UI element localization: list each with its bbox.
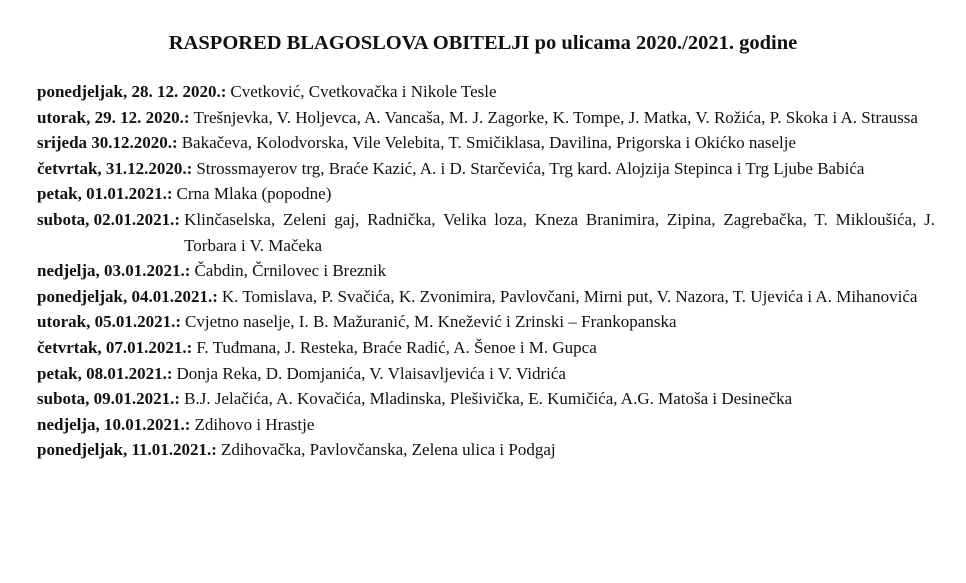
entry-day: nedjelja, 10.01.2021.: [37, 414, 191, 434]
entry-day: ponedjeljak, 28. 12. 2020.: [37, 82, 227, 101]
entry-day: četvrtak, 07.01.2021.: [37, 337, 193, 357]
entry-streets: Čabdin, Črnilovec i Breznik [194, 261, 387, 281]
schedule-entry [37, 105, 935, 131]
entry-day: ponedjeljak, 11.01.2021.: [37, 440, 217, 460]
schedule-entry [37, 79, 935, 105]
schedule-entry [37, 156, 935, 182]
entry-day: četvrtak, 31.12.2020.: [37, 158, 193, 178]
entry-day: subota, 02.01.2021.: [37, 209, 181, 229]
entry-day: nedjelja, 03.01.2021.: [37, 261, 191, 281]
entry-streets: Zdihovačka, Pavlovčanska, Zelena ulica i Podgaj [220, 440, 556, 460]
entry-day: subota, 09.01.2021.: [37, 389, 181, 409]
entry-streets: K. Tomislava, P. Svačića, K. Zvonimira, Pavlovčani, Mirni put, V. Nazora, T. Ujevića i A. Mihanovića [221, 286, 918, 306]
entry-streets: Donja Reka, D. Domjanića, V. Vlaisavljevića i V. Vidrića [176, 363, 566, 383]
entry-day: ponedjeljak, 04.01.2021.: [37, 286, 218, 306]
schedule-entry [37, 437, 935, 463]
schedule-entry [37, 361, 935, 387]
entry-streets: B.J. Jelačića, A. Kovačića, Mladinska, Plešivička, E. Kumičića, A.G. Matoša i Desinečka [184, 389, 793, 409]
entry-streets: Bakačeva, Kolodvorska, Vile Velebita, T. Smičiklasa, Davilina, Prigorska i Okićko naselje [181, 133, 797, 153]
entry-day: petak, 08.01.2021.: [37, 363, 173, 383]
schedule-list [37, 79, 935, 463]
entry-day: utorak, 29. 12. 2020.: [37, 107, 190, 127]
schedule-entry [37, 207, 935, 258]
entry-streets: Strossmayerov trg, Braće Kazić, A. i D. Starčevića, Trg kard. Alojzija Stepinca i Trg Ljube Babića [196, 158, 865, 178]
schedule-entry [37, 181, 935, 207]
schedule-entry [37, 130, 935, 156]
entry-streets: Cvetković, Cvetkovačka i Nikole Tesle [230, 82, 497, 101]
entry-streets: Cvjetno naselje, I. B. Mažuranić, M. Knežević i Zrinski – Frankopanska [185, 312, 677, 332]
schedule-entry [37, 309, 935, 335]
schedule-entry [37, 335, 935, 361]
entry-day: srijeda 30.12.2020.: [37, 133, 178, 153]
schedule-entry [37, 386, 935, 412]
entry-day: petak, 01.01.2021.: [37, 184, 173, 204]
entry-streets: F. Tuđmana, J. Resteka, Braće Radić, A. Šenoe i M. Gupca [196, 337, 597, 357]
entry-streets: Zdihovo i Hrastje [194, 414, 315, 434]
schedule-entry [37, 284, 935, 310]
schedule-entry [37, 258, 935, 284]
entry-streets: Trešnjevka, V. Holjevca, A. Vancaša, M. J. Zagorke, K. Tompe, J. Matka, V. Rožića, P. Skoka i A. Straussa [193, 107, 918, 127]
page-title: RASPORED BLAGOSLOVA OBITELJI po ulicama 2020./2021. godine [168, 32, 798, 54]
schedule-entry [37, 412, 935, 438]
entry-streets: Klinčaselska, Zeleni gaj, Radnička, Velika loza, Kneza Branimira, Zipina, Zagrebačka, T. Mikloušića, J. Torbara i V. Mačeka [184, 209, 935, 255]
entry-day: utorak, 05.01.2021.: [37, 312, 182, 332]
entry-streets: Crna Mlaka (popodne) [176, 184, 332, 204]
